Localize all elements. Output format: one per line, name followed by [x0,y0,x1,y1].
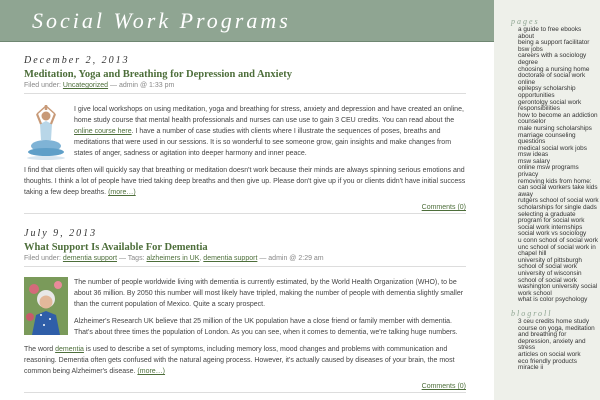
meta-author-time: — admin @ 1:33 pm [110,82,175,89]
page-item[interactable]: epilepsy scholarship opportunities [518,85,576,99]
post-paragraph [24,104,466,159]
category-link[interactable]: Uncategorized [62,82,109,89]
online-course-link[interactable]: online course here [74,128,132,135]
post-paragraph [24,344,466,377]
page-item[interactable]: social work internships [518,223,583,231]
page-item[interactable]: msw ideas [518,151,549,159]
text: I find that clients often will quickly say that breathing or meditation doesn't work because their minds are always spinning serious emotions and thoughts. I think a lot of people have tried taking deep breaths and then give up. Please don't give up if you or clients didn't have initial success taking a few deep breaths. [24,167,466,196]
category-link[interactable]: dementia support [62,255,118,262]
page-item[interactable]: unc school of social work in chapel hill [518,243,596,258]
meta-tags-label: — Tags: [118,255,145,262]
comments-link[interactable]: Comments (0) [24,383,466,393]
post-paragraph: Alzheimer's Research UK believe that 25 million of the UK population have a close friend or family member with dementia. That's about three times the population of London. As you can see, when it comes to dementia, we're talking huge numbers. [74,318,458,336]
post-body [24,104,466,198]
page-item[interactable]: privacy [518,171,539,179]
blogroll-item[interactable]: miracle ii [518,364,544,372]
blogroll-item[interactable]: 3 ceu credits home study course on yoga, meditation and breathing for depression, anxiety and stress [518,317,595,352]
tag-link[interactable]: dementia support [203,255,258,262]
page-item[interactable]: about [518,32,534,40]
page-item[interactable]: bsw jobs [518,45,543,53]
page-item[interactable]: u conn school of social work [518,237,598,244]
page-item[interactable]: rutgers school of social work [518,197,599,205]
page-item[interactable]: marriage counseling questions [518,131,576,146]
more-link[interactable]: (more…) [137,368,166,375]
blogroll-list [518,319,600,372]
page-item[interactable]: a guide to free ebooks [518,26,582,33]
post-body [24,277,466,377]
text: . I have a number of case studies with clients where I illustrate the sequences of poses, breaths and meditations that were used in our sessions. It is so wonderful to see someone grow, gain insights and make changes from states of anger, sadness or agitation into deeper harmony and inner peace. [74,128,452,157]
post-date: July 9, 2013 [24,228,98,239]
page-item[interactable]: medical social work jobs [518,144,587,152]
yoga-pose-image [24,104,68,162]
post-dementia [24,228,466,393]
post-paragraph: The number of people worldwide living with dementia is currently estimated, by the World Health Organization (WHO), to be about 36 million. By 2050 this number will most likely have tripled, making the number of people with dementia slightly smaller than the current population of Mexico. Quite a scary prospect. [74,279,464,308]
page-item[interactable]: male nursing scholarships [518,124,592,132]
text: I give local workshops on using meditation, yoga and breathing for stress, anxiety and depression and have created an online, home study course that mental health professionals and nurses can use use to gain 3 CEU credits. You can read about the [74,106,464,124]
site-title[interactable]: Social Work Programs [32,8,291,33]
page-item[interactable]: gerontolgy social work responsibilities [518,98,582,113]
pages-heading: pages [511,17,540,26]
page-item[interactable]: social work vs sociology [518,230,587,238]
page-item[interactable]: online msw programs [518,164,579,172]
post-meta: Filed under: dementia support — Tags: alzheimers in UK, dementia support — admin @ 2:29 am [24,254,466,267]
post-meta [24,81,466,94]
page-item[interactable]: washington university social work school [518,283,598,297]
page-item[interactable]: university of pittsburgh school of social work [518,256,582,271]
sidebar [494,0,600,400]
elderly-woman-image [24,277,68,335]
post-date: December 2, 2013 [24,55,130,66]
more-link[interactable]: (more…) [108,189,136,196]
page-item[interactable]: choosing a nursing home [518,65,590,73]
text: The word [24,346,56,353]
meta-filed-label: Filed under: [24,82,61,89]
page-item[interactable]: careers with a sociology degree [518,52,587,66]
meta-filed-label: Filed under: [24,255,61,262]
page-item[interactable]: removing kids from home: can social workers take kids away [518,177,598,198]
pages-list [518,27,600,304]
page-item[interactable]: how to become an addiction counselor [518,111,598,126]
dementia-link[interactable]: dementia [55,346,84,353]
page-item[interactable]: selecting a graduate program for social work [518,210,585,225]
blogroll-heading: blogroll [511,308,553,318]
page-item[interactable]: doctorate of social work online [518,72,586,86]
post-paragraph [24,165,466,198]
post-title-link[interactable]: Meditation, Yoga and Breathing for Depression and Anxiety [24,69,292,80]
comments-link[interactable]: Comments (0) [24,204,466,214]
tag-link[interactable]: alzheimers in UK [146,255,200,262]
text: is used to describe a set of symptoms, including memory loss, mood changes and problems with communication and reasoning. Dementia often gets confused with the natural ageing process. However, it's actually caused by diseases of your brain, the most common being Alzheimer's disease. [24,346,455,375]
blogroll-item[interactable]: eco friendly products [518,357,577,365]
page-item[interactable]: msw salary [518,157,550,165]
page-item[interactable]: what is color psychology [518,296,588,304]
page-item[interactable]: scholarships for single dads [518,204,597,212]
page-item[interactable]: being a support facilitator [518,39,590,47]
meta-author-time: — admin @ 2:29 am [259,255,324,262]
main-content [24,41,466,393]
post-title-link[interactable]: What Support Is Available For Dementia [24,242,208,253]
page-item[interactable]: university of wisconsin school of social work [518,269,582,284]
blogroll-item[interactable]: articles on social work [518,350,581,358]
site-header [0,0,494,42]
post-meditation [24,55,466,214]
